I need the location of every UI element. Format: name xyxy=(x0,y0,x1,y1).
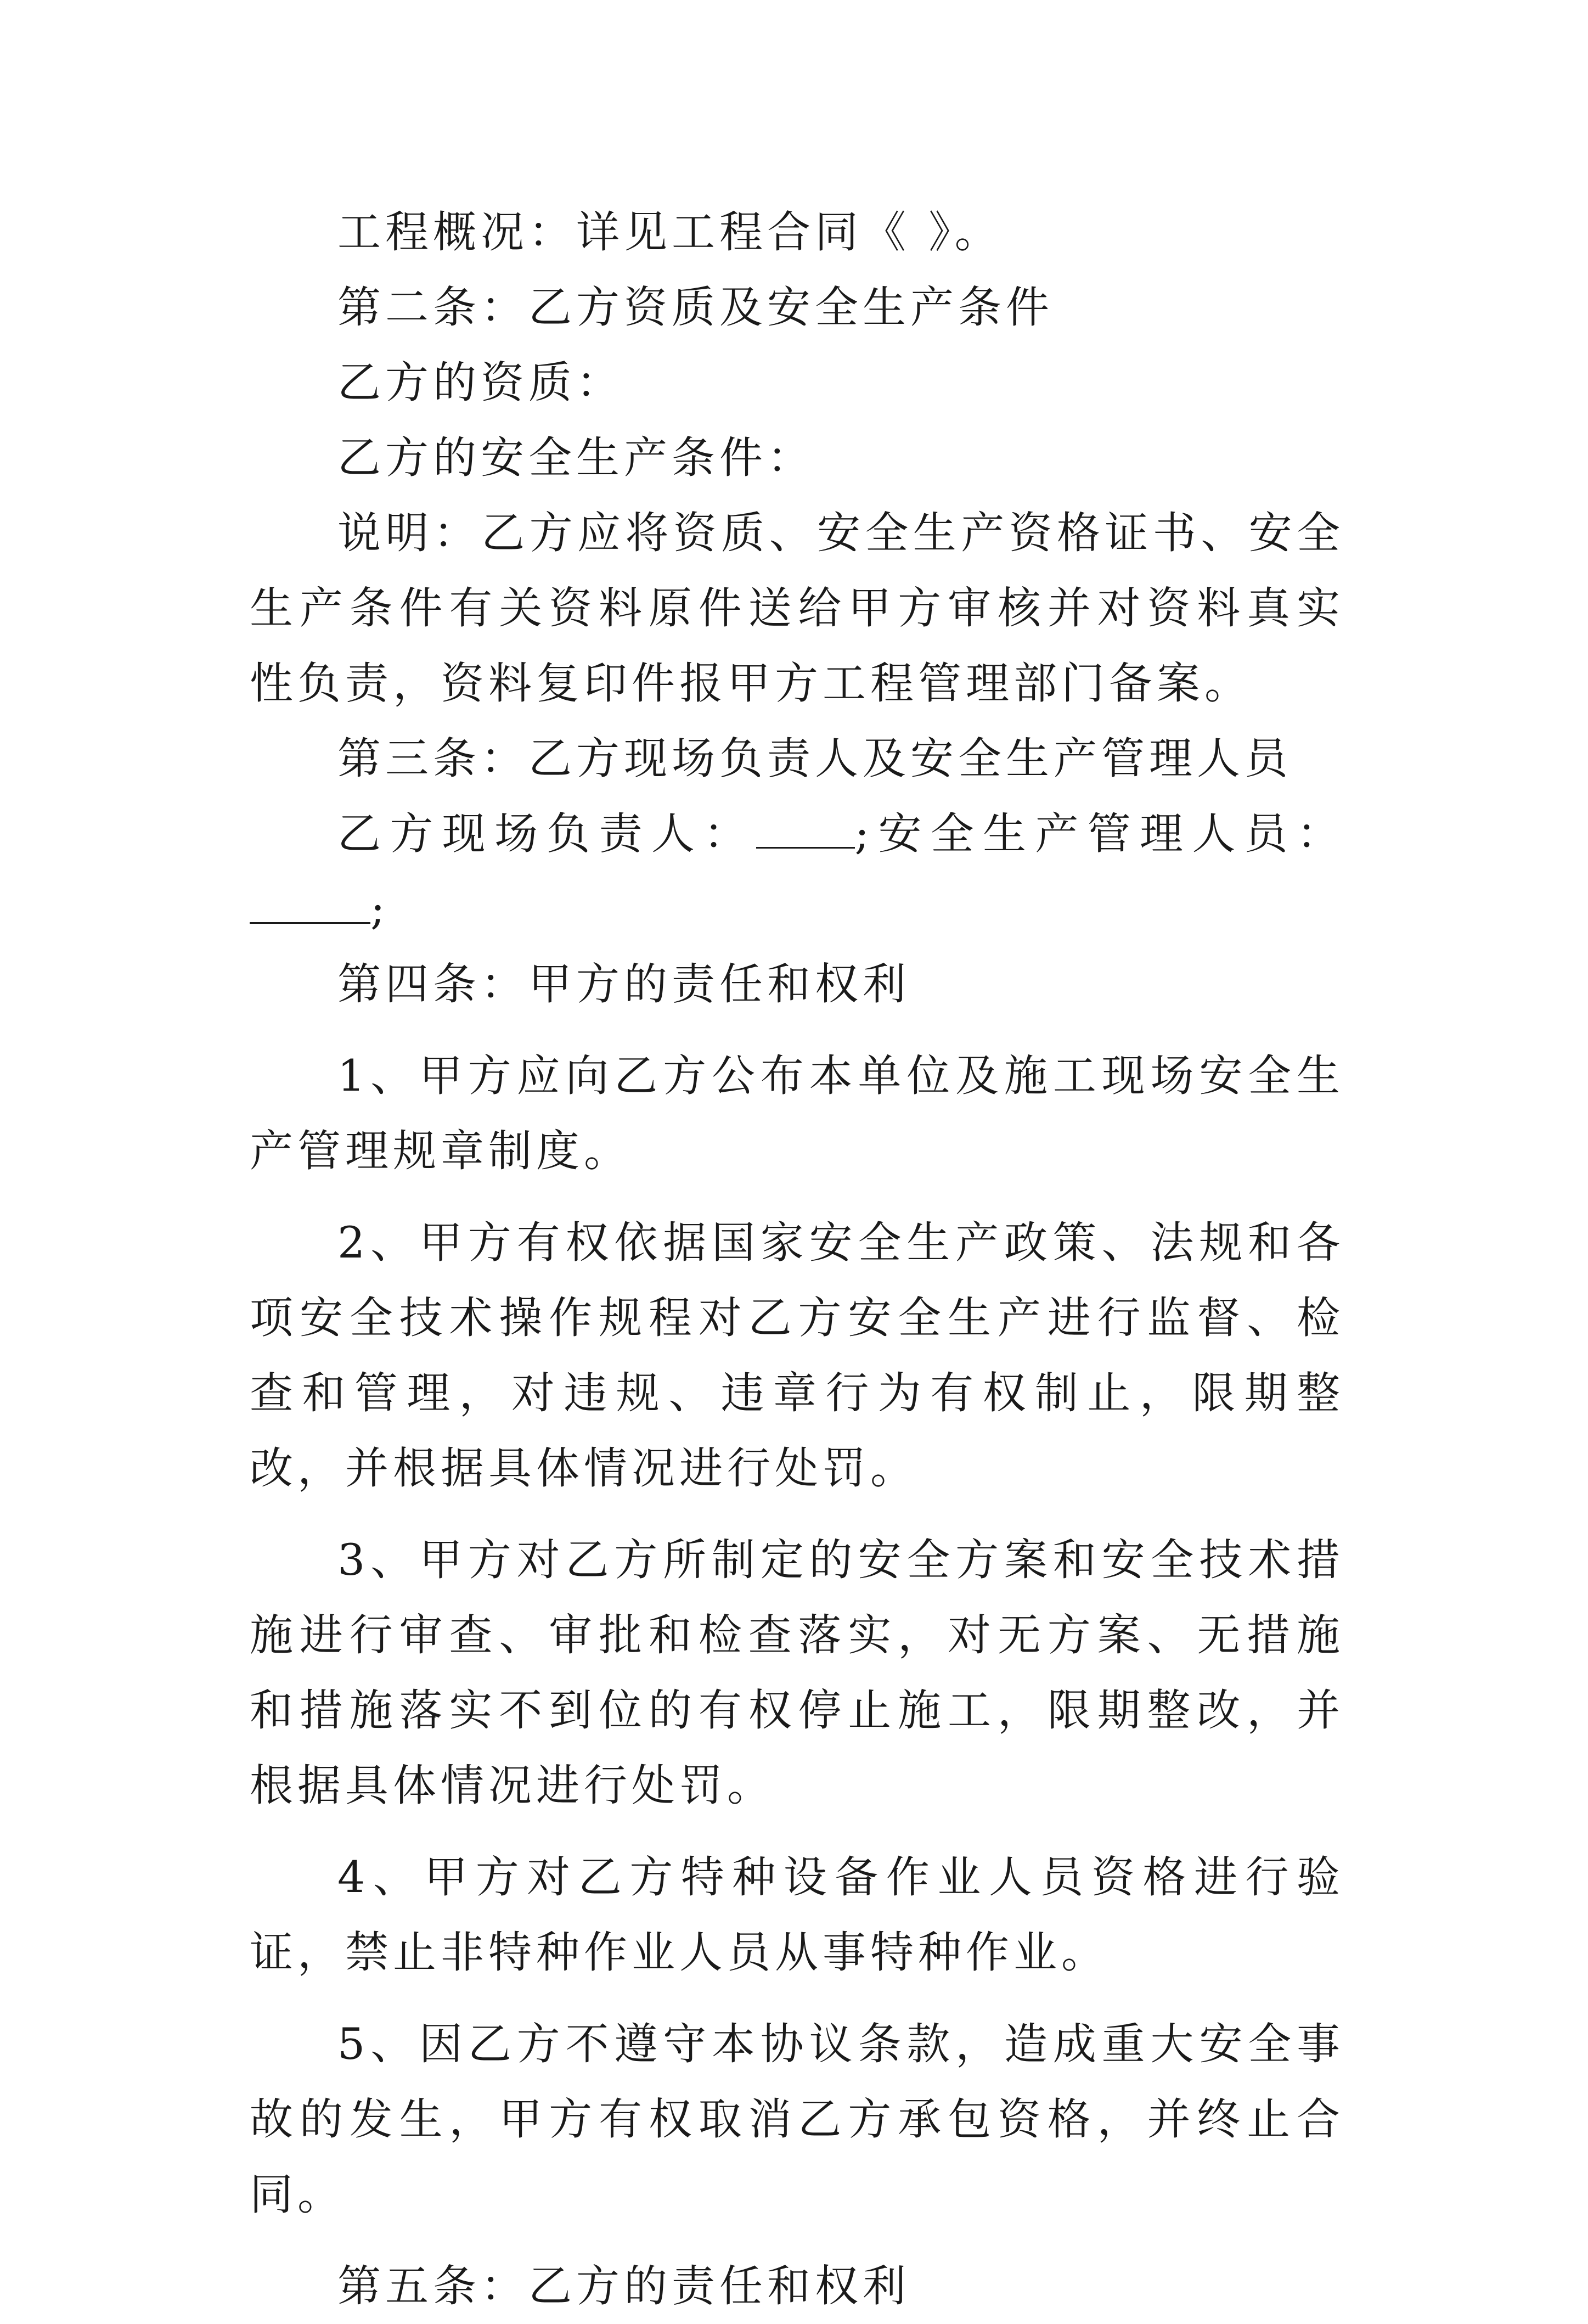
safety-manager-blank xyxy=(250,884,370,924)
clause-4-3: 3、甲方对乙方所制定的安全方案和安全技术措施进行审查、审批和检查落实，对无方案、无措施和措施落实不到位的有权停止施工，限期整改，并根据具体情况进行处罚。 xyxy=(250,1535,1344,1811)
clause-4-2: 2、甲方有权依据国家安全生产政策、法规和各项安全技术操作规程对乙方安全生产进行监督、检查和管理，对违规、违章行为有权制止，限期整改，并根据具体情况进行处罚。 xyxy=(250,1217,1344,1494)
paragraph-safety-conditions: 乙方的安全生产条件： xyxy=(337,433,815,483)
site-manager-label: 乙方现场负责人： xyxy=(337,809,756,859)
document-body xyxy=(250,195,1344,2324)
site-manager-blank xyxy=(756,809,855,849)
paragraph-qualification: 乙方的资质： xyxy=(337,357,624,408)
clause-4-5: 5、因乙方不遵守本协议条款，造成重大安全事故的发生，甲方有权取消乙方承包资格，并终止合同。 xyxy=(250,2019,1344,2220)
paragraph-explanation: 说明：乙方应将资质、安全生产资格证书、安全生产条件有关资料原件送给甲方审核并对资料真实性负责，资料复印件报甲方工程管理部门备案。 xyxy=(250,508,1344,709)
heading-article-4: 第四条：甲方的责任和权利 xyxy=(337,959,910,1009)
safety-manager-label: ;安全生产管理人员： xyxy=(854,809,1344,859)
heading-article-5: 第五条：乙方的责任和权利 xyxy=(337,2261,910,2311)
line-end-semicolon: ; xyxy=(370,884,390,934)
clause-4-4: 4、甲方对乙方特种设备作业人员资格进行验证，禁止非特种作业人员从事特种作业。 xyxy=(250,1852,1344,1978)
heading-article-3: 第三条：乙方现场负责人及安全生产管理人员 xyxy=(337,733,1292,784)
heading-article-2: 第二条：乙方资质及安全生产条件 xyxy=(337,282,1054,333)
paragraph-site-managers xyxy=(250,796,1344,947)
clause-4-1: 1、甲方应向乙方公布本单位及施工现场安全生产管理规章制度。 xyxy=(250,1051,1344,1176)
paragraph-project-overview: 工程概况：详见工程合同《 》。 xyxy=(337,207,1003,257)
